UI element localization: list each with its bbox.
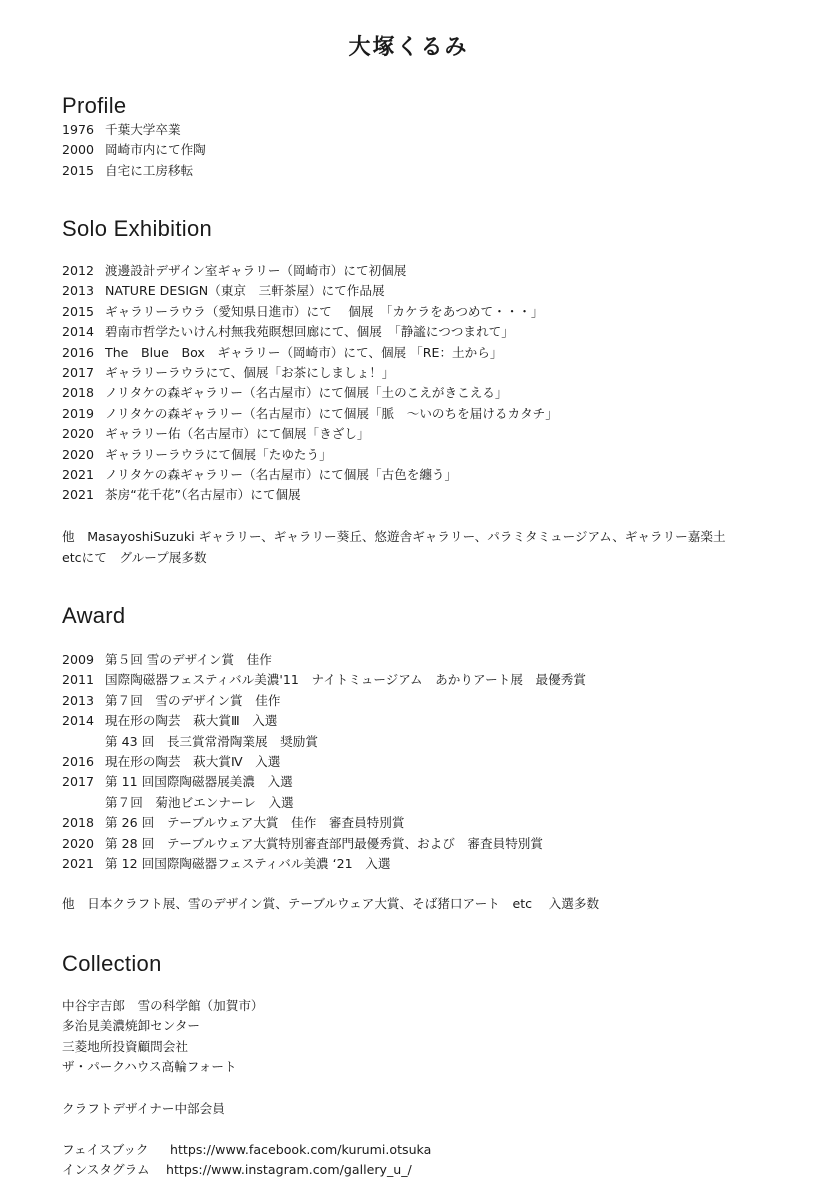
award-year: 2016 [62,753,95,769]
solo-year: 2020 [62,446,95,462]
award-year: 2011 [62,672,95,688]
award-item [62,711,586,731]
award-item [62,691,586,711]
award-text: 第 43 回 長三賞常滑陶業展 奨励賞 [105,733,318,749]
group-exhibition-note [62,526,726,568]
award-item [62,670,586,690]
award-year: 2014 [62,713,95,729]
award-year: 2020 [62,835,95,851]
facebook-row [62,1140,431,1160]
solo-text: ノリタケの森ギャラリー（名古屋市）にて個展「古色を纏う」 [105,466,458,482]
solo-text: ギャラリーラウラにて個展「たゆたう」 [105,446,332,462]
award-text: 現在形の陶芸 萩大賞Ⅲ 入選 [105,713,278,729]
solo-text: ギャラリーラウラにて、個展「お茶にしましょ！」 [105,364,395,380]
award-text: 第７回 菊池ビエンナーレ 入選 [105,794,294,810]
instagram-link[interactable]: https://www.instagram.com/gallery_u_/ [166,1162,412,1178]
solo-text: 碧南市哲学たいけん村無我苑瞑想回廊にて、個展 「静謐につつまれて」 [105,324,514,340]
award-item [62,650,586,670]
solo-text: The Blue Box ギャラリー（岡崎市）にて、個展 「RE：土から」 [105,344,503,360]
award-text: 第 11 回国際陶磁器展美濃 入選 [105,774,293,790]
award-text: 第７回 雪のデザイン賞 佳作 [105,692,281,708]
membership-text: クラフトデザイナー中部会員 [62,1101,225,1116]
solo-item [62,322,558,342]
solo-year: 2016 [62,344,95,360]
award-item [62,752,586,772]
profile-year: 1976 [62,122,95,137]
solo-item [62,383,558,403]
solo-item [62,363,558,383]
award-note: 他 日本クラフト展、雪のデザイン賞、テーブルウェア大賞、そば猪口アート etc 入選多数 [62,896,600,911]
solo-year: 2012 [62,263,95,278]
award-item [62,732,586,752]
award-year: 2013 [62,692,95,708]
award-item [62,854,586,874]
collection-list [62,996,264,1078]
award-year: 2021 [62,855,95,871]
solo-exhibition-heading: Solo Exhibition [62,216,213,241]
collection-item: ザ・パークハウス高輪フォート [62,1059,237,1075]
solo-item [62,445,558,465]
award-year: 2009 [62,652,95,667]
collection-item: 三菱地所投資顧問会社 [62,1038,188,1054]
profile-item [62,120,206,140]
profile-year: 2015 [62,162,95,178]
group-note-line: etcにて グループ展多数 [62,550,207,565]
solo-item [62,281,558,301]
award-text: 現在形の陶芸 萩大賞Ⅳ 入選 [105,753,281,769]
award-text: 第５回 雪のデザイン賞 佳作 [105,652,272,667]
solo-item [62,343,558,363]
page-title: 大塚くるみ [348,35,469,60]
profile-list [62,120,206,181]
solo-year: 2017 [62,364,95,380]
solo-year: 2015 [62,303,95,319]
solo-item [62,404,558,424]
solo-year: 2019 [62,405,95,421]
profile-year: 2000 [62,142,95,158]
profile-text: 岡崎市内にて作陶 [105,142,206,158]
instagram-label: インスタグラム [62,1162,150,1178]
solo-item [62,302,558,322]
collection-item: 中谷宇吉郎 雪の科学館（加賀市） [62,998,264,1013]
profile-heading: Profile [62,93,127,118]
solo-year: 2014 [62,324,95,340]
solo-year: 2020 [62,426,95,442]
solo-exhibition-list [62,261,558,506]
solo-year: 2018 [62,385,95,401]
award-item [62,793,586,813]
award-item [62,813,586,833]
award-item [62,772,586,792]
solo-item [62,261,558,281]
solo-year: 2013 [62,283,95,299]
profile-item [62,140,206,160]
solo-text: ノリタケの森ギャラリー（名古屋市）にて個展「脈 ～いのちを届けるカタチ」 [105,405,558,421]
solo-text: 渡邊設計デザイン室ギャラリー（岡崎市）にて初個展 [105,263,407,278]
award-list [62,650,586,874]
group-note-line: 他 MasayoshiSuzuki ギャラリー、ギャラリー葵丘、悠遊舎ギャラリー、パラミタミュージアム、ギャラリー嘉楽土 [62,529,726,544]
award-text: 第 26 回 テーブルウェア大賞 佳作 審査員特別賞 [105,815,405,831]
award-heading: Award [62,603,126,628]
sns-links [62,1140,431,1181]
solo-text: NATURE DESIGN（東京 三軒茶屋）にて作品展 [105,283,385,299]
solo-item [62,424,558,444]
instagram-row [62,1160,431,1180]
collection-heading: Collection [62,951,162,976]
award-text: 国際陶磁器フェスティバル美濃'11 ナイトミュージアム あかりアート展 最優秀賞 [105,672,586,688]
profile-text: 千葉大学卒業 [105,122,181,137]
profile-text: 自宅に工房移転 [105,162,194,178]
award-item [62,834,586,854]
profile-item [62,161,206,181]
solo-text: ギャラリーラウラ（愛知県日進市）にて 個展 「カケラをあつめて・・・」 [105,303,544,319]
award-text: 第 28 回 テーブルウェア大賞特別審査部門最優秀賞、および 審査員特別賞 [105,835,543,851]
facebook-label: フェイスブック [62,1142,149,1157]
solo-item [62,465,558,485]
award-text: 第 12 回国際陶磁器フェスティバル美濃 ‘21 入選 [105,855,391,871]
solo-year: 2021 [62,487,95,503]
solo-text: ギャラリー佑（名古屋市）にて個展「きざし」 [105,426,370,442]
solo-item [62,485,558,505]
solo-text: ノリタケの森ギャラリー（名古屋市）にて個展「土のこえがきこえる」 [105,385,508,401]
facebook-link[interactable]: https://www.facebook.com/kurumi.otsuka [170,1142,432,1157]
collection-item: 多治見美濃焼卸センター [62,1018,201,1034]
solo-text: 茶房“花千花”（名古屋市）にて個展 [105,487,301,503]
solo-year: 2021 [62,466,95,482]
award-year: 2017 [62,774,95,790]
award-year: 2018 [62,815,95,831]
